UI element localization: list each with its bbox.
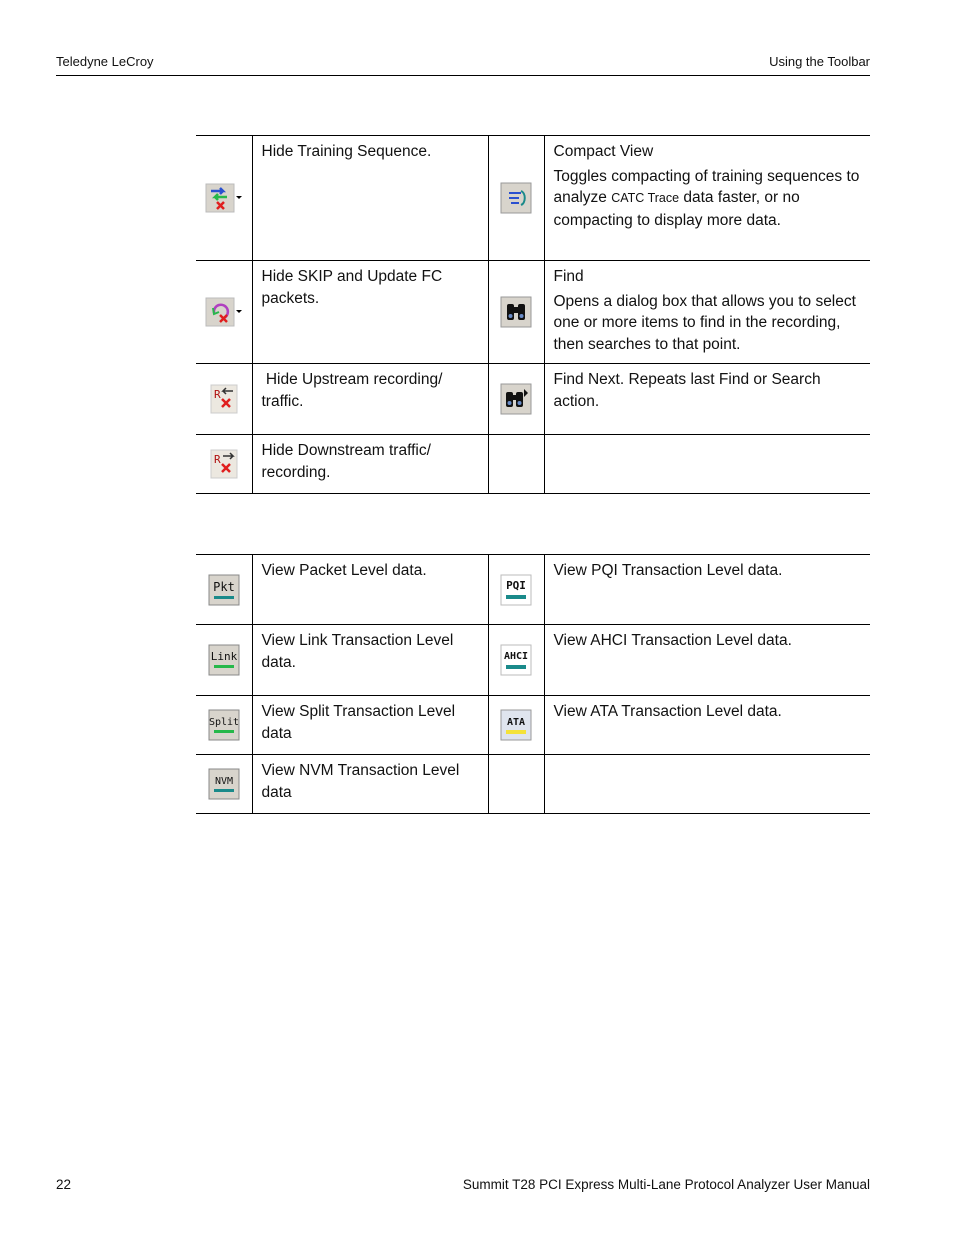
- compact-view-desc-small: CATC Trace: [611, 191, 680, 205]
- pqi-label: PQI: [506, 578, 526, 592]
- compact-view-desc-part: Toggles compacting of training sequences to analyze: [553, 167, 860, 206]
- nvm-label: NVM: [214, 776, 233, 787]
- split-label: Split: [208, 717, 239, 728]
- hide-downstream-icon[interactable]: [205, 447, 243, 481]
- split-level-text: View Split Transaction Level data: [261, 703, 456, 742]
- header-section: Using the Toolbar: [769, 54, 870, 69]
- page-header: [56, 52, 870, 76]
- toolbar-table-hide: [196, 135, 870, 494]
- link-level-icon[interactable]: [205, 643, 243, 677]
- ata-level-text: View ATA Transaction Level data.: [553, 703, 782, 720]
- ahci-level-text: View AHCI Transaction Level data.: [553, 632, 792, 649]
- hide-upstream-icon[interactable]: [205, 382, 243, 416]
- manual-title: Summit T28 PCI Express Multi-Lane Protocol Analyzer User Manual: [462, 1177, 870, 1192]
- table-row: [196, 696, 870, 755]
- ahci-label: AHCI: [503, 651, 529, 662]
- pqi-level-text: View PQI Transaction Level data.: [553, 562, 783, 579]
- nvm-level-icon[interactable]: [205, 767, 243, 801]
- find-next-text: Find Next. Repeats last Find or Search action.: [553, 371, 821, 410]
- hide-skip-update-fc-icon[interactable]: [205, 295, 243, 329]
- table-row: [196, 136, 870, 261]
- table-row: [196, 755, 870, 814]
- pkt-level-text: View Packet Level data.: [261, 562, 427, 579]
- svg-text:R: R: [213, 388, 221, 401]
- table-row: [196, 364, 870, 435]
- table-row: [196, 555, 870, 625]
- hide-downstream-text: Hide Downstream traffic/ recording.: [261, 442, 431, 481]
- find-description: Opens a dialog box that allows you to select one or more items to find in the recording, then searches to that point.: [553, 292, 856, 353]
- table-row: [196, 261, 870, 364]
- ata-label: ATA: [506, 717, 526, 728]
- svg-text:R: R: [213, 453, 221, 466]
- header-company: Teledyne LeCroy: [56, 54, 154, 69]
- ahci-level-icon[interactable]: [497, 643, 535, 677]
- compact-view-description: [554, 166, 863, 232]
- link-level-text: View Link Transaction Level data.: [261, 632, 454, 671]
- hide-training-sequence-text: Hide Training Sequence.: [261, 143, 432, 160]
- pkt-label: Pkt: [212, 579, 235, 594]
- hide-skip-update-fc-text: Hide SKIP and Update FC packets.: [261, 268, 443, 307]
- table-row: [196, 435, 870, 494]
- find-title: Find: [553, 268, 584, 285]
- pqi-level-icon[interactable]: [497, 573, 535, 607]
- pkt-level-icon[interactable]: [205, 573, 243, 607]
- hide-upstream-text: Hide Upstream recording/ traffic.: [261, 371, 447, 410]
- ata-level-icon[interactable]: [497, 708, 535, 742]
- hide-training-sequence-icon[interactable]: [205, 181, 243, 215]
- toolbar-table-levels: [196, 554, 870, 814]
- split-level-icon[interactable]: [205, 708, 243, 742]
- compact-view-title: Compact View: [553, 143, 654, 160]
- page-number: 22: [56, 1177, 72, 1192]
- link-label: Link: [210, 650, 237, 663]
- table-row: [196, 625, 870, 696]
- compact-view-desc-part: data faster, or no compacting to display more data.: [553, 189, 800, 229]
- nvm-level-text: View NVM Transaction Level data: [261, 762, 460, 801]
- compact-view-icon[interactable]: [497, 181, 535, 215]
- find-binoculars-icon[interactable]: [497, 295, 535, 329]
- find-next-icon[interactable]: [497, 382, 535, 416]
